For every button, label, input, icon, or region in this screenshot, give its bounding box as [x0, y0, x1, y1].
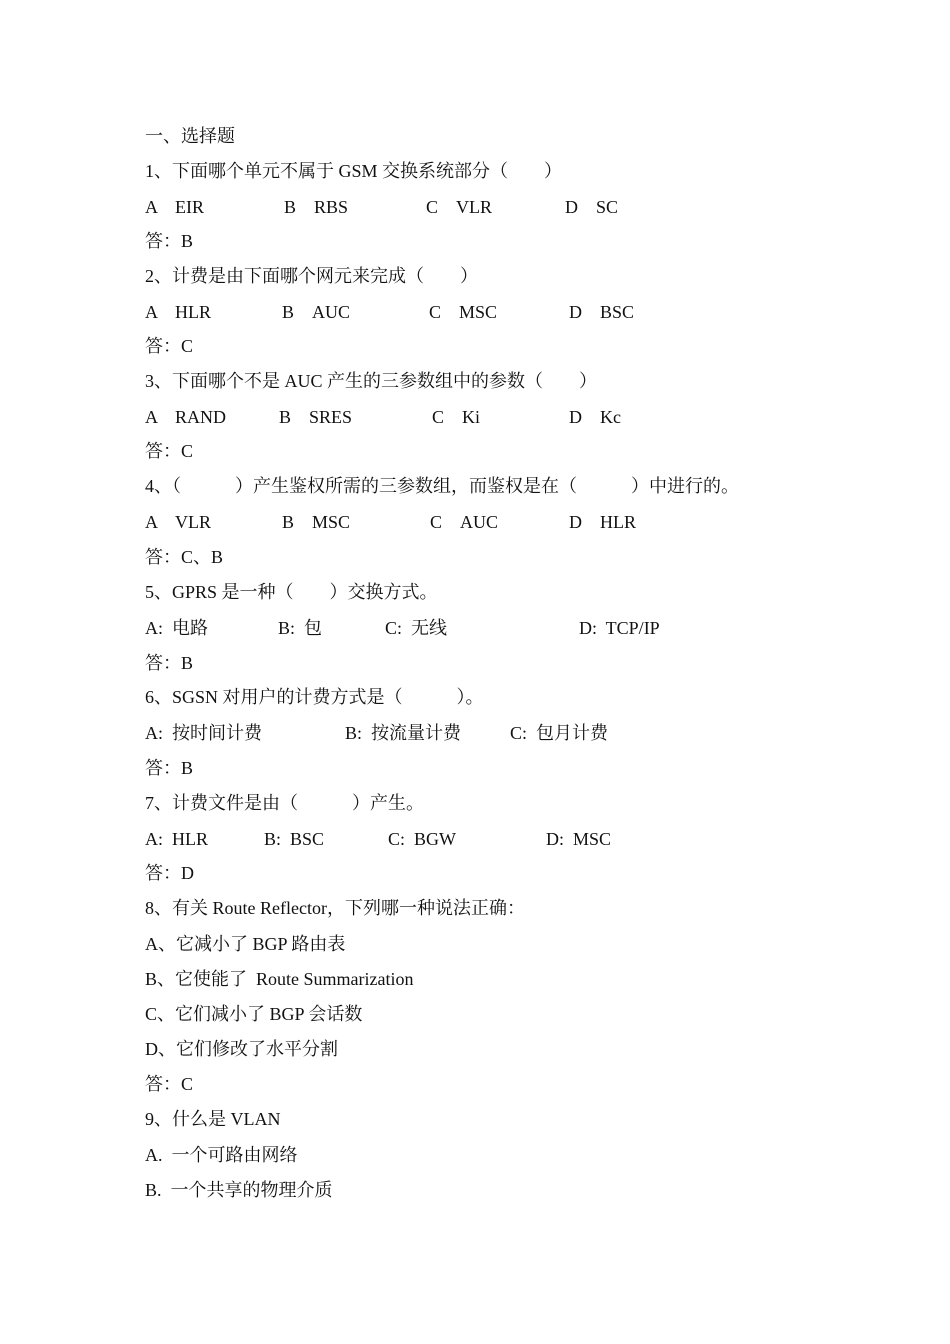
- question-5: 5、GPRS 是一种（ ）交换方式。: [145, 582, 438, 602]
- option-a: A RAND: [145, 407, 227, 427]
- question-8: 8、有关 Route Reflector，下列哪一种说法正确：: [145, 898, 525, 918]
- option-d: D BSC: [569, 302, 635, 322]
- option-c: C Ki: [432, 407, 481, 427]
- option-c: C: 无线: [385, 618, 448, 638]
- statement-b: B. 一个共享的物理介质: [145, 1180, 333, 1200]
- option-c: C MSC: [429, 302, 498, 322]
- statement-a: A. 一个可路由网络: [145, 1145, 298, 1165]
- option-b: B MSC: [282, 512, 351, 532]
- option-c: C VLR: [426, 197, 493, 217]
- question-4: 4、（ ）产生鉴权所需的三参数组，而鉴权是在（ ）中进行的。: [145, 476, 739, 496]
- option-a: A EIR: [145, 197, 205, 217]
- answer-7: 答：D: [145, 863, 194, 883]
- statement-b: B、它使能了 Route Summarization: [145, 969, 414, 989]
- option-b: B: BSC: [264, 829, 325, 849]
- option-d: D SC: [565, 197, 619, 217]
- option-a: A VLR: [145, 512, 212, 532]
- question-7: 7、计费文件是由（ ）产生。: [145, 793, 424, 813]
- statement-c: C、它们减小了 BGP 会话数: [145, 1004, 363, 1024]
- option-b: B: 按流量计费: [345, 723, 462, 743]
- question-9: 9、什么是 VLAN: [145, 1109, 281, 1129]
- option-a: A: 电路: [145, 618, 208, 638]
- option-d: D HLR: [569, 512, 636, 532]
- answer-3: 答：C: [145, 441, 194, 461]
- option-c: C AUC: [430, 512, 499, 532]
- option-d: D Kc: [569, 407, 621, 427]
- answer-1: 答：B: [145, 231, 194, 251]
- section-title: 一、选择题: [145, 126, 235, 146]
- option-d: D: TCP/IP: [579, 618, 660, 638]
- option-d: D: MSC: [546, 829, 612, 849]
- answer-8: 答：C: [145, 1074, 194, 1094]
- option-b: B SRES: [279, 407, 353, 427]
- option-b: B AUC: [282, 302, 351, 322]
- option-a: A: 按时间计费: [145, 723, 262, 743]
- option-c: C: BGW: [388, 829, 457, 849]
- answer-2: 答：C: [145, 336, 194, 356]
- question-1: 1、下面哪个单元不属于 GSM 交换系统部分（ ）: [145, 161, 563, 181]
- answer-5: 答：B: [145, 653, 194, 673]
- question-2: 2、计费是由下面哪个网元来完成（ ）: [145, 266, 478, 286]
- option-a: A: HLR: [145, 829, 208, 849]
- option-a: A HLR: [145, 302, 212, 322]
- statement-a: A、它减小了 BGP 路由表: [145, 934, 346, 954]
- question-3: 3、下面哪个不是 AUC 产生的三参数组中的参数（ ）: [145, 371, 598, 391]
- question-6: 6、SGSN 对用户的计费方式是（ ）。: [145, 687, 484, 707]
- option-c: C: 包月计费: [510, 723, 609, 743]
- statement-d: D、它们修改了水平分割: [145, 1039, 338, 1059]
- option-b: B RBS: [284, 197, 349, 217]
- answer-6: 答：B: [145, 758, 194, 778]
- answer-4: 答：C、B: [145, 547, 224, 567]
- option-b: B: 包: [278, 618, 323, 638]
